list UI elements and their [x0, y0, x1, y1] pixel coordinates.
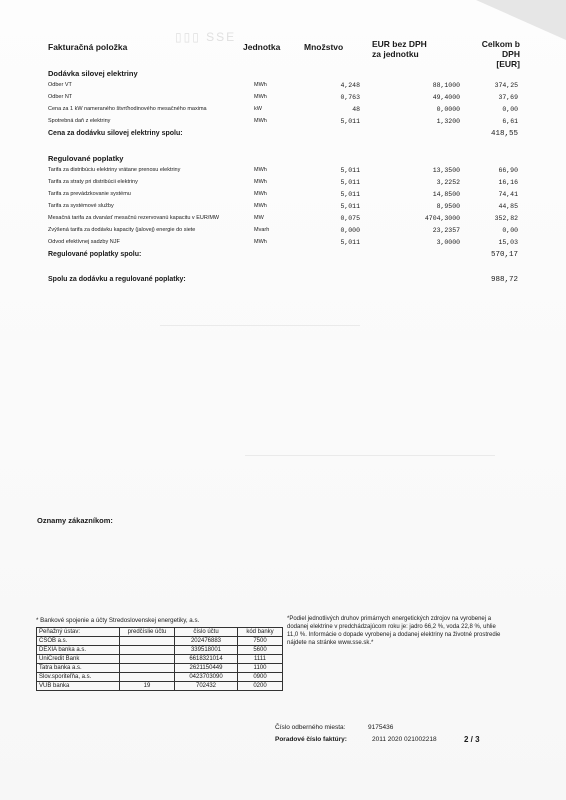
row-unit: MW — [254, 215, 264, 221]
bank-name: UniCredit Bank — [37, 655, 120, 664]
row-qty: 4,248 — [340, 82, 360, 89]
table-row — [48, 203, 518, 213]
table-row — [48, 179, 518, 189]
bank-prefix — [120, 637, 175, 646]
bank-name: Tatra banka a.s. — [37, 664, 120, 673]
bank-table-header — [37, 628, 283, 637]
row-price: 3,0000 — [436, 239, 460, 246]
grand-total-value: 988,72 — [490, 276, 518, 284]
bank-code: 0200 — [238, 682, 283, 691]
table-row — [48, 106, 518, 116]
col-header-price — [372, 39, 427, 59]
table-row — [48, 167, 518, 177]
row-name: Tarifa za distribúciu elektriny vrátane prenosu elektriny — [48, 167, 181, 173]
row-price: 23,2357 — [432, 227, 460, 234]
table-row — [37, 646, 283, 655]
row-qty: 5,011 — [340, 203, 360, 210]
row-name: Zvýšená tarifa za dodávku kapacity (jalovej) energie do siete — [48, 227, 196, 233]
row-qty: 0,075 — [340, 215, 360, 222]
col-header-total-line1: Celkom b — [481, 39, 520, 49]
col-header-item: Fakturačná položka — [48, 42, 128, 52]
row-unit: MWh — [254, 203, 267, 209]
bank-header-account: číslo účtu — [175, 628, 238, 637]
subtotal-supply — [48, 130, 518, 141]
row-unit: MWh — [254, 82, 267, 88]
bleed-through-block-2 — [245, 455, 495, 516]
bank-code: 1111 — [238, 655, 283, 664]
row-name: Mesačná tarifa za dvanásť mesačnú rezervovanú kapacitu v EUR/MW — [48, 215, 220, 221]
table-row — [48, 94, 518, 104]
invoice-number-value: 2011 2020 021002218 — [372, 736, 437, 743]
row-total: 66,90 — [498, 167, 518, 174]
row-qty: 5,011 — [340, 167, 360, 174]
row-total: 0,00 — [502, 227, 518, 234]
subtotal-value: 418,55 — [490, 130, 518, 138]
row-name: Spotrebná daň z elektriny — [48, 118, 111, 124]
bank-table — [36, 627, 283, 691]
bank-prefix — [120, 655, 175, 664]
section-title-supply: Dodávka silovej elektriny — [48, 69, 138, 78]
bank-prefix — [120, 646, 175, 655]
bank-header-code: kód banky — [238, 628, 283, 637]
col-header-total — [480, 39, 520, 69]
col-header-price-line1: EUR bez DPH — [372, 39, 427, 49]
row-name: Cena za 1 kW nameraného štvrťhodinového mesačného maxima — [48, 106, 207, 112]
bank-account: 202476883 — [175, 637, 238, 646]
bank-prefix: 19 — [120, 682, 175, 691]
row-total: 15,03 — [498, 239, 518, 246]
bank-account: 0423703090 — [175, 673, 238, 682]
row-unit: MWh — [254, 239, 267, 245]
row-name: Tarifa za straty pri distribúcii elektriny — [48, 179, 138, 185]
bank-account: 2621150449 — [175, 664, 238, 673]
invoice-number-label: Poradové číslo faktúry: — [275, 736, 347, 743]
row-qty: 5,011 — [340, 239, 360, 246]
table-row — [48, 239, 518, 249]
bleed-through-logo: ▯▯▯ SSE — [175, 30, 237, 44]
bank-code: 5600 — [238, 646, 283, 655]
table-row — [48, 118, 518, 128]
bank-account: 6618321014 — [175, 655, 238, 664]
row-name: Tarifa za prevádzkovanie systému — [48, 191, 131, 197]
bank-name: Slov.sporiteľňa, a.s. — [37, 673, 120, 682]
bank-code: 0900 — [238, 673, 283, 682]
bleed-through-block — [160, 325, 360, 366]
row-qty: 5,011 — [340, 118, 360, 125]
grand-total-label: Spolu za dodávku a regulované poplatky: — [48, 276, 186, 283]
subtotal-value: 570,17 — [490, 251, 518, 259]
table-row — [48, 215, 518, 225]
table-row — [37, 637, 283, 646]
col-header-price-line2: za jednotku — [372, 49, 419, 59]
row-total: 37,69 — [498, 94, 518, 101]
place-number-value: 9175436 — [368, 724, 394, 731]
bank-prefix — [120, 664, 175, 673]
col-header-total-line2: DPH [EUR] — [496, 49, 520, 69]
bank-account: 339518001 — [175, 646, 238, 655]
row-unit: kW — [254, 106, 262, 112]
bank-header-prefix: predčíslie účtu — [120, 628, 175, 637]
customer-notice-label: Oznamy zákazníkom: — [37, 516, 113, 525]
row-qty: 0,763 — [340, 94, 360, 101]
table-row — [48, 191, 518, 201]
row-price: 8,9500 — [436, 203, 460, 210]
row-total: 6,61 — [502, 118, 518, 125]
table-row — [48, 82, 518, 92]
grand-total — [48, 276, 518, 287]
bank-name: ČSOB a.s. — [37, 637, 120, 646]
row-unit: MWh — [254, 118, 267, 124]
bank-name: VÚB banka — [37, 682, 120, 691]
row-total: 16,16 — [498, 179, 518, 186]
bank-account: 702432 — [175, 682, 238, 691]
col-header-qty: Množstvo — [304, 42, 344, 52]
page-curl — [476, 0, 566, 40]
row-name: Odber NT — [48, 94, 73, 100]
row-qty: 5,011 — [340, 191, 360, 198]
col-header-unit: Jednotka — [243, 42, 281, 52]
row-price: 49,4000 — [432, 94, 460, 101]
subtotal-regulated — [48, 251, 518, 262]
bank-table-title: * Bankové spojenie a účty Stredoslovenskej energetiky, a.s. — [36, 617, 200, 624]
subtotal-label: Regulované poplatky spolu: — [48, 251, 142, 258]
page-number: 2 / 3 — [464, 735, 480, 744]
table-row — [37, 682, 283, 691]
table-row — [37, 664, 283, 673]
subtotal-label: Cena za dodávku silovej elektriny spolu: — [48, 130, 183, 137]
bank-prefix — [120, 673, 175, 682]
row-unit: MWh — [254, 191, 267, 197]
energy-source-footnote: *Podiel jednotlivých druhov primárnych energetických zdrojov na vyrobenej a dodanej elektrine v predchádzajúcom roku je: jadro 66,2 %, voda 22,8 %, uhlie 11,0 %. Informácie o dopade vyrobenej a dodanej elektriny na životné prostredie nájdete na stránke www.sse.sk.* — [287, 616, 501, 646]
row-unit: Mvarh — [254, 227, 270, 233]
row-unit: MWh — [254, 179, 267, 185]
row-price: 13,3500 — [432, 167, 460, 174]
bank-name: DEXIA banka a.s. — [37, 646, 120, 655]
bank-code: 1100 — [238, 664, 283, 673]
place-number-label: Číslo odberného miesta: — [275, 724, 346, 731]
row-price: 14,8500 — [432, 191, 460, 198]
row-name: Tarifa za systémové služby — [48, 203, 114, 209]
row-qty: 5,011 — [340, 179, 360, 186]
row-price: 88,1000 — [432, 82, 460, 89]
row-total: 44,85 — [498, 203, 518, 210]
row-qty: 0,000 — [340, 227, 360, 234]
row-qty: 48 — [352, 106, 360, 113]
row-unit: MWh — [254, 94, 267, 100]
table-row — [37, 655, 283, 664]
section-title-regulated: Regulované poplatky — [48, 154, 124, 163]
row-total: 374,25 — [494, 82, 518, 89]
table-row — [48, 227, 518, 237]
row-name: Odvod efektívnej sadzby NJF — [48, 239, 120, 245]
row-price: 3,2252 — [436, 179, 460, 186]
table-row — [37, 673, 283, 682]
row-total: 0,00 — [502, 106, 518, 113]
row-price: 4704,3000 — [424, 215, 460, 222]
row-price: 1,3200 — [436, 118, 460, 125]
row-total: 74,41 — [498, 191, 518, 198]
row-price: 0,0000 — [436, 106, 460, 113]
row-name: Odber VT — [48, 82, 72, 88]
bank-code: 7500 — [238, 637, 283, 646]
row-total: 352,82 — [494, 215, 518, 222]
bank-header-name: Peňažný ústav: — [37, 628, 120, 637]
row-unit: MWh — [254, 167, 267, 173]
